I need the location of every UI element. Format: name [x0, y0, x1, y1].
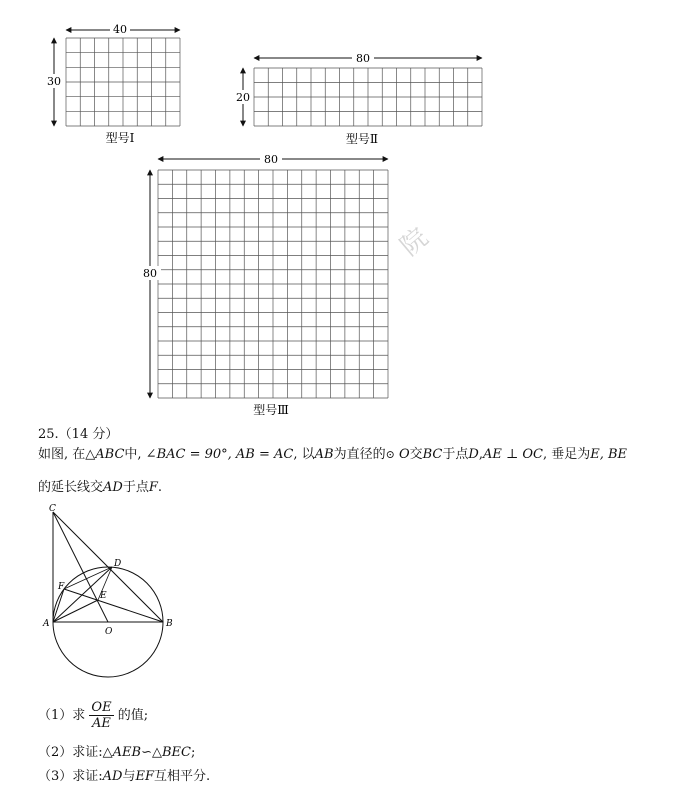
width-label: 80	[264, 153, 278, 166]
question-3: （3）求证:AD与EF互相平分.	[38, 769, 211, 784]
watermark: 院	[395, 222, 435, 263]
segment-bf	[64, 589, 163, 622]
grid-lines	[158, 170, 388, 398]
grid-lines	[66, 38, 180, 126]
grid-figure-3	[136, 148, 396, 420]
grid-caption: 型号Ⅲ	[253, 403, 289, 417]
height-label: 20	[236, 91, 250, 104]
problem-statement-line-2: 的延长线交AD于点F.	[38, 480, 163, 495]
label-e: E	[100, 591, 107, 601]
grid-caption: 型号Ⅰ	[105, 131, 135, 145]
height-label: 80	[143, 267, 157, 280]
label-f: F	[58, 582, 65, 592]
geometry-figure	[36, 500, 186, 680]
width-label: 40	[113, 23, 127, 36]
grid-figure-1	[40, 18, 190, 148]
fraction-oe-ae: $\frac{OE}{AE}$	[91, 700, 112, 731]
label-d: D	[114, 559, 122, 569]
segment-cb	[53, 512, 163, 622]
question-2: （2）求证:△AEB∽△BEC;	[38, 745, 196, 760]
problem-number: 25.（14 分）	[38, 427, 119, 442]
grid-figure-2	[232, 50, 492, 150]
width-label: 80	[356, 52, 370, 65]
problem-statement-line-1: 如图, 在△ABC中, ∠BAC = 90°, AB = AC, 以AB为直径的⊙ O交BC于点D,AE ⊥ OC, 垂足为E, BE	[38, 447, 628, 462]
height-label: 30	[47, 75, 61, 88]
label-b: B	[166, 619, 173, 629]
grid-lines	[254, 68, 482, 126]
grid-caption: 型号Ⅱ	[345, 132, 379, 146]
label-o: O	[105, 627, 113, 637]
label-a: A	[43, 619, 50, 629]
segment-co	[53, 512, 108, 622]
circle-symbol: ⊙	[385, 448, 395, 461]
label-c: C	[49, 504, 56, 514]
question-1: （1）求 $\frac{OE}{AE}$ 的值;	[38, 700, 149, 731]
